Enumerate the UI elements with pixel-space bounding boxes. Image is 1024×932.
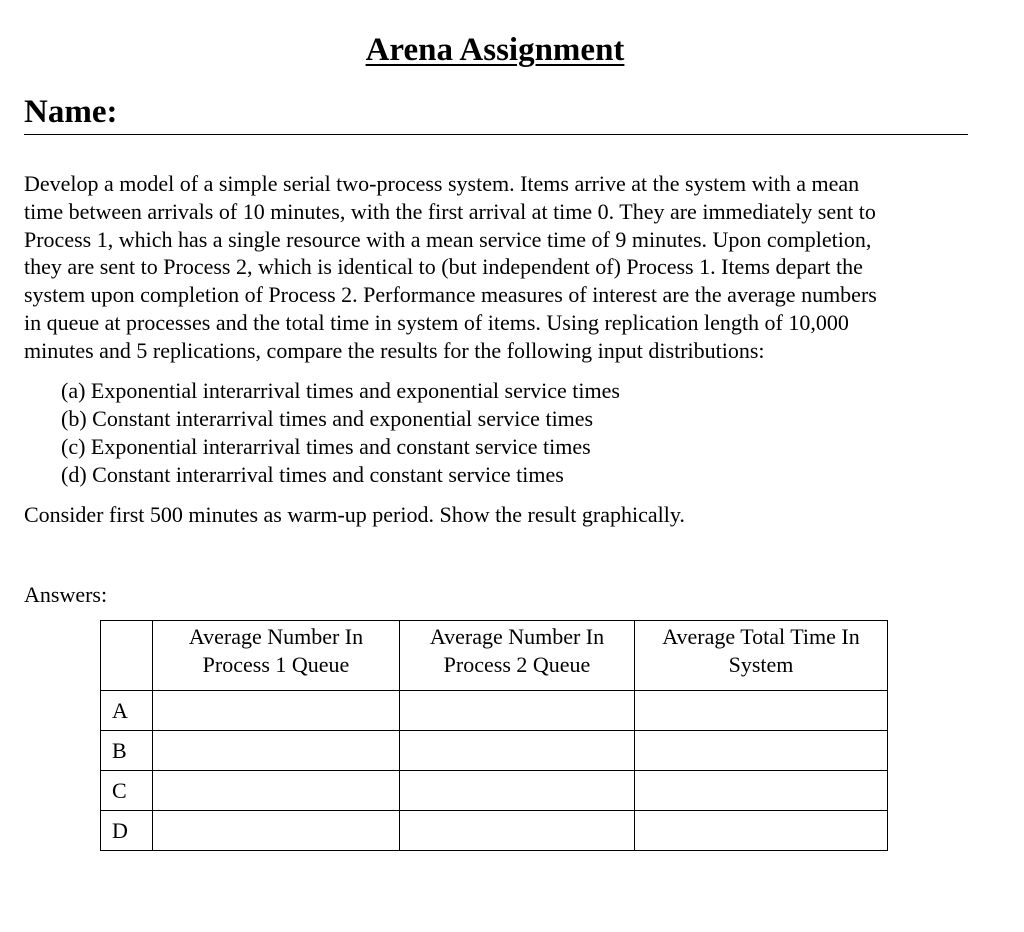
answer-cell[interactable] bbox=[635, 691, 888, 731]
header-line: System bbox=[728, 652, 794, 677]
problem-description bbox=[24, 170, 964, 365]
description-line: they are sent to Process 2, which is identical to (but independent of) Process 1. Items depart the bbox=[24, 254, 863, 280]
answer-cell[interactable] bbox=[400, 691, 635, 731]
table-row bbox=[101, 731, 888, 771]
page-title bbox=[0, 30, 990, 70]
row-label: B bbox=[101, 731, 153, 771]
description-line: Develop a model of a simple serial two-process system. Items arrive at the system with a mean bbox=[24, 171, 860, 196]
header-line: Process 1 Queue bbox=[202, 652, 350, 677]
answer-cell[interactable] bbox=[635, 771, 888, 811]
name-underline bbox=[24, 134, 968, 135]
header-line: Process 2 Queue bbox=[443, 652, 591, 677]
header-line: Average Total Time In bbox=[662, 624, 860, 649]
option-d: (d) Constant interarrival times and constant service times bbox=[61, 462, 564, 487]
answers-label: Answers: bbox=[24, 582, 108, 607]
warmup-instruction: Consider first 500 minutes as warm-up period. Show the result graphically. bbox=[24, 502, 685, 527]
page-title-text: Arena Assignment bbox=[365, 32, 625, 69]
distribution-options-list bbox=[61, 377, 620, 489]
row-label: A bbox=[101, 691, 153, 731]
option-a: (a) Exponential interarrival times and exponential service times bbox=[61, 378, 620, 403]
answer-cell[interactable] bbox=[153, 811, 400, 851]
answer-cell[interactable] bbox=[635, 811, 888, 851]
corner-cell bbox=[101, 621, 153, 691]
table-row bbox=[101, 691, 888, 731]
answer-cell[interactable] bbox=[400, 731, 635, 771]
answers-table bbox=[100, 620, 888, 851]
header-line: Average Number In bbox=[188, 624, 364, 649]
table-row bbox=[101, 811, 888, 851]
header-total-time bbox=[635, 621, 888, 691]
row-label: C bbox=[101, 771, 153, 811]
description-line: time between arrivals of 10 minutes, with the first arrival at time 0. They are immediately sent to bbox=[24, 198, 876, 224]
answer-cell[interactable] bbox=[153, 771, 400, 811]
option-b: (b) Constant interarrival times and exponential service times bbox=[61, 406, 594, 431]
description-line: system upon completion of Process 2. Performance measures of interest are the average numbers bbox=[24, 282, 877, 308]
header-line: Average Number In bbox=[429, 624, 605, 649]
description-line: minutes and 5 replications, compare the results for the following input distributions: bbox=[24, 337, 765, 363]
description-line: Process 1, which has a single resource with a mean service time of 9 minutes. Upon completion, bbox=[24, 226, 872, 252]
table-row bbox=[101, 771, 888, 811]
answer-cell[interactable] bbox=[400, 811, 635, 851]
option-c: (c) Exponential interarrival times and constant service times bbox=[61, 434, 591, 459]
header-process1-queue bbox=[153, 621, 400, 691]
answer-cell[interactable] bbox=[153, 731, 400, 771]
row-label: D bbox=[101, 811, 153, 851]
answer-cell[interactable] bbox=[153, 691, 400, 731]
answer-cell[interactable] bbox=[635, 731, 888, 771]
description-line: in queue at processes and the total time in system of items. Using replication length of 10,000 bbox=[24, 309, 849, 335]
name-label: Name: bbox=[24, 94, 118, 130]
table-header-row bbox=[101, 621, 888, 691]
answer-cell[interactable] bbox=[400, 771, 635, 811]
header-process2-queue bbox=[400, 621, 635, 691]
